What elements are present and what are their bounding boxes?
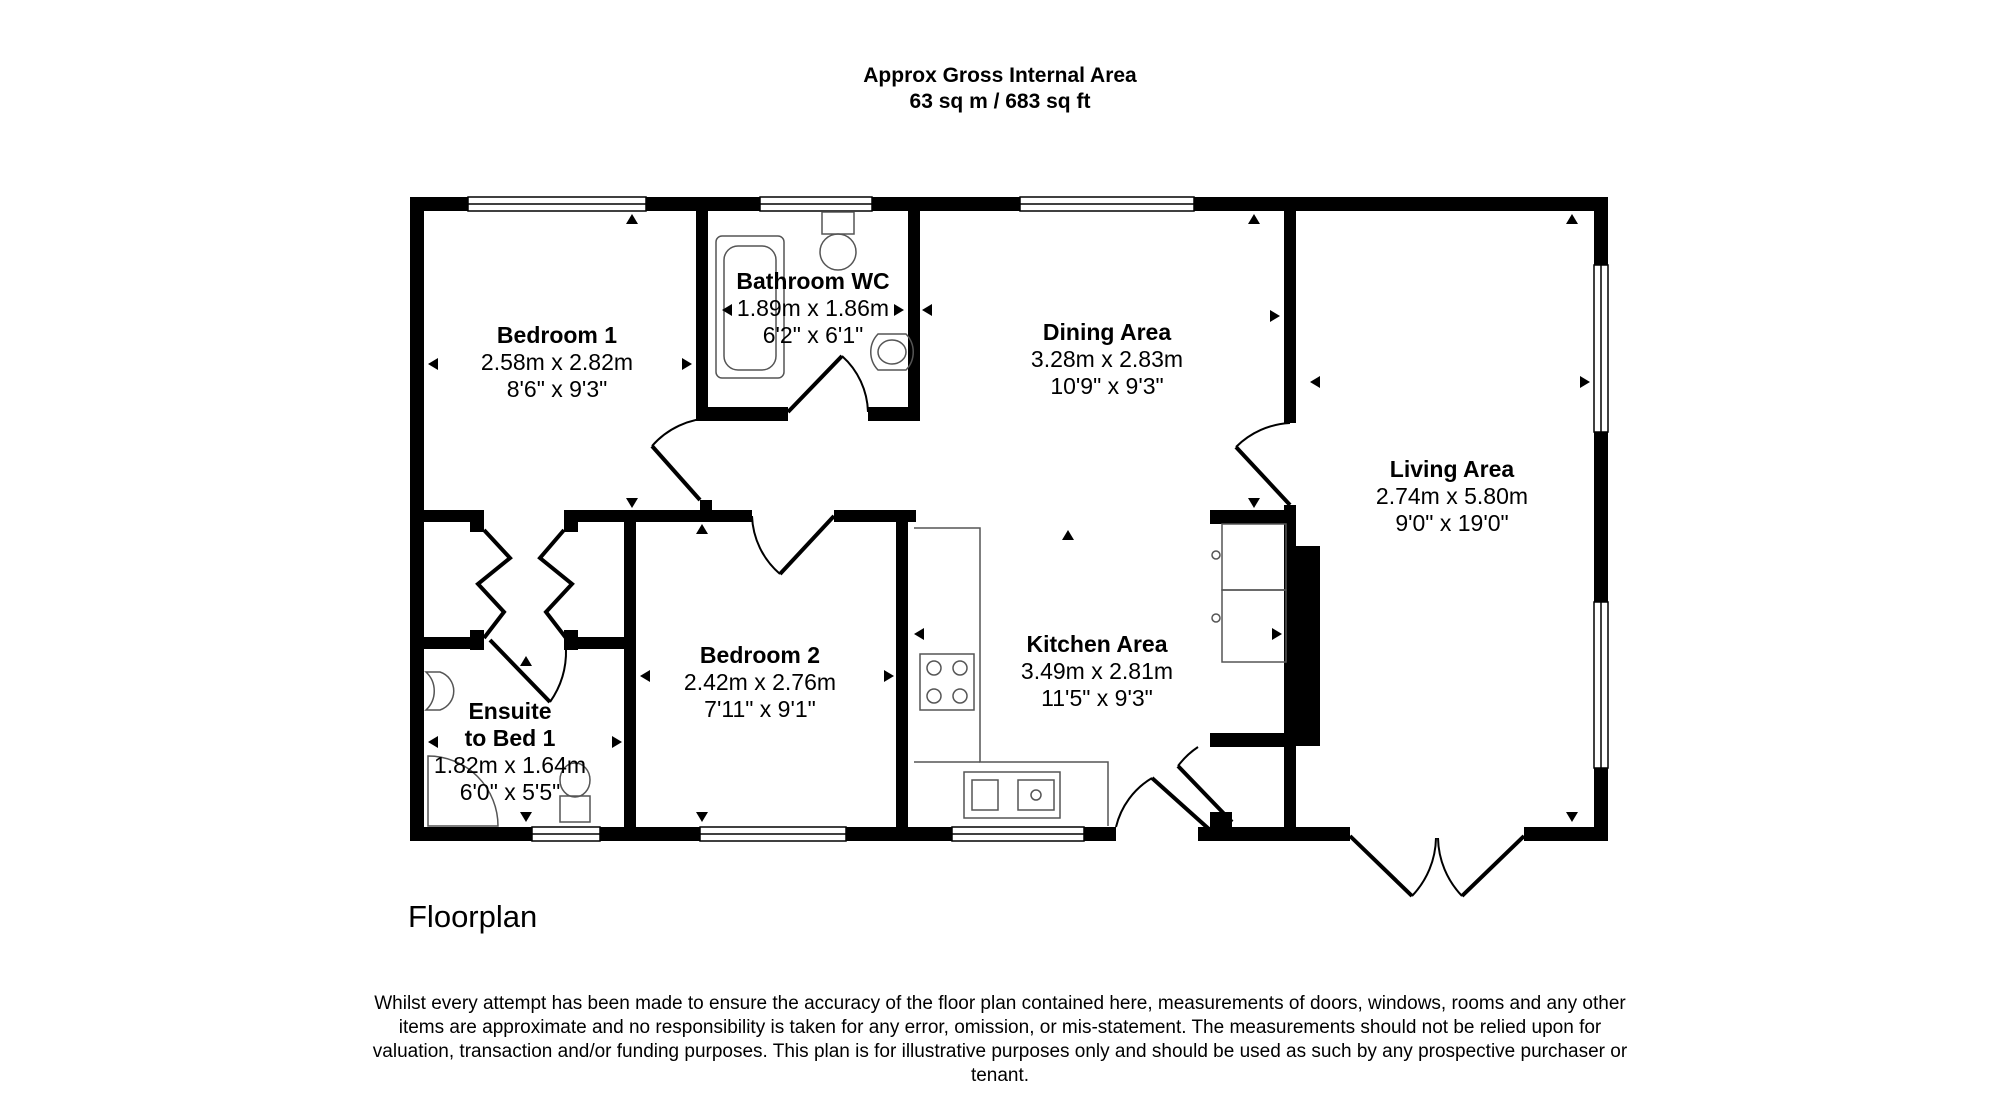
- gross-area-value: 63 sq m / 683 sq ft: [909, 90, 1091, 113]
- arrow-right-icon: [682, 358, 692, 370]
- arrow-down-icon: [1248, 498, 1260, 508]
- room-metric-bathroom-wc: 1.89m x 1.86m: [736, 295, 890, 321]
- ensuite-toilet-icon: [560, 796, 590, 822]
- room-imperial-bathroom-wc: 6'2" x 6'1": [762, 322, 864, 348]
- door-swing: [1178, 747, 1198, 766]
- room-imperial-living-area: 9'0" x 19'0": [1395, 510, 1509, 536]
- fireplace-breast: [1294, 546, 1320, 746]
- sink-drainer: [972, 780, 998, 810]
- arrow-down-icon: [520, 812, 532, 822]
- door-swing: [652, 418, 712, 446]
- hob-ring: [953, 661, 967, 675]
- wall-segment: [1594, 197, 1608, 265]
- wall-segment: [1524, 827, 1608, 841]
- arrow-left-icon: [640, 670, 650, 682]
- door-swing: [842, 356, 868, 412]
- room-metric-ensuite: 1.82m x 1.64m: [433, 752, 587, 778]
- wall-segment: [410, 637, 472, 649]
- wall-segment: [624, 510, 636, 840]
- wall-segment: [1194, 197, 1608, 211]
- french-door: [1350, 836, 1412, 896]
- arrow-right-icon: [612, 736, 622, 748]
- socket-icon: [1212, 551, 1220, 559]
- hob-icon: [920, 654, 974, 710]
- gross-area-title: Approx Gross Internal Area: [863, 64, 1137, 87]
- room-imperial-dining-area: 10'9" x 9'3": [1050, 373, 1164, 399]
- kitchen-door: [1152, 778, 1210, 830]
- socket-icon: [1212, 614, 1220, 622]
- basin-bowl: [878, 340, 906, 364]
- door-swing: [1236, 423, 1290, 447]
- arrow-up-icon: [1566, 214, 1578, 224]
- room-name-ensuite-line1: Ensuite: [468, 698, 552, 724]
- room-imperial-bedroom-1: 8'6" x 9'3": [506, 376, 608, 402]
- ensuite-basin-icon: [426, 672, 454, 710]
- arrow-left-icon: [428, 736, 438, 748]
- wall-segment: [1594, 432, 1608, 602]
- wall-segment: [1210, 733, 1296, 747]
- arrow-left-icon: [1310, 376, 1320, 388]
- room-imperial-kitchen-area: 11'5" x 9'3": [1041, 685, 1153, 711]
- arrow-left-icon: [428, 358, 438, 370]
- wardrobe-door: [540, 530, 572, 638]
- alcove-unit: [1222, 590, 1286, 662]
- wall-segment: [696, 197, 708, 421]
- door-swing: [752, 516, 780, 574]
- door-jamb: [470, 510, 484, 532]
- arrow-up-icon: [520, 656, 532, 666]
- arrow-left-icon: [922, 304, 932, 316]
- sink-icon: [964, 772, 1060, 818]
- room-metric-bedroom-2: 2.42m x 2.76m: [683, 669, 837, 695]
- arrow-right-icon: [894, 304, 904, 316]
- disclaimer-text: Whilst every attempt has been made to ensure the accuracy of the floor plan contained here, measurements of doors, windows, rooms and any other items are approximate and no responsibility is taken for any error, omission, or mis-statement. The measurements should not be relied upon for valuation, transaction and/or funding purposes. This plan is for illustrative purposes only and should be used as such by any prospective purchaser or tenant.: [372, 993, 1628, 1086]
- ensuite-door: [490, 640, 550, 702]
- room-metric-kitchen-area: 3.49m x 2.81m: [1020, 658, 1174, 684]
- arrow-up-icon: [1062, 530, 1074, 540]
- room-name-bedroom-2: Bedroom 2: [699, 642, 821, 668]
- wall-segment: [1210, 510, 1296, 524]
- arrow-right-icon: [1580, 376, 1590, 388]
- room-metric-living-area: 2.74m x 5.80m: [1375, 483, 1529, 509]
- door-jamb: [700, 500, 712, 512]
- arrow-down-icon: [1566, 812, 1578, 822]
- wall-segment: [410, 827, 532, 841]
- french-door: [1462, 836, 1524, 896]
- front-door: [1178, 766, 1232, 822]
- hob-ring: [953, 689, 967, 703]
- door-swing: [1412, 838, 1436, 896]
- wall-segment: [868, 407, 920, 421]
- sink-drain: [1031, 790, 1041, 800]
- room-name-bedroom-1: Bedroom 1: [496, 322, 618, 348]
- room-name-ensuite-line2: to Bed 1: [464, 725, 556, 751]
- door-jamb: [564, 630, 578, 650]
- door-jamb: [564, 510, 578, 532]
- bathroom-door: [788, 356, 842, 412]
- alcove-unit: [1222, 524, 1286, 590]
- arrow-up-icon: [626, 214, 638, 224]
- arrow-left-icon: [914, 628, 924, 640]
- room-imperial-ensuite: 6'0" x 5'5": [459, 779, 561, 805]
- wall-segment: [600, 827, 700, 841]
- room-name-bathroom-wc: Bathroom WC: [736, 268, 890, 294]
- room-metric-dining-area: 3.28m x 2.83m: [1030, 346, 1184, 372]
- wall-segment: [896, 510, 908, 840]
- arrow-up-icon: [696, 524, 708, 534]
- wall-segment: [564, 510, 752, 522]
- room-imperial-bedroom-2: 7'11" x 9'1": [704, 696, 816, 722]
- plan-caption: Floorplan: [408, 899, 538, 934]
- door-jamb: [470, 630, 484, 650]
- door-swing: [550, 649, 566, 702]
- arrow-right-icon: [884, 670, 894, 682]
- wardrobe-door: [478, 530, 510, 638]
- arrow-down-icon: [626, 498, 638, 508]
- door-jamb: [1210, 812, 1232, 832]
- room-name-kitchen-area: Kitchen Area: [1026, 631, 1168, 657]
- bedroom-1-door: [652, 446, 700, 500]
- living-door: [1236, 447, 1290, 505]
- toilet-icon: [822, 212, 854, 234]
- arrow-right-icon: [1272, 628, 1282, 640]
- door-swing: [1116, 778, 1152, 827]
- room-metric-bedroom-1: 2.58m x 2.82m: [480, 349, 634, 375]
- arrow-up-icon: [1248, 214, 1260, 224]
- hob-ring: [927, 689, 941, 703]
- arrow-down-icon: [696, 812, 708, 822]
- sink-bowl: [1018, 780, 1054, 810]
- arrow-right-icon: [1270, 310, 1280, 322]
- bedroom-2-door: [780, 516, 834, 574]
- wall-segment: [872, 197, 1020, 211]
- toilet-bowl: [820, 234, 856, 270]
- room-name-living-area: Living Area: [1389, 456, 1515, 482]
- wall-segment: [1084, 827, 1116, 841]
- wall-segment: [1284, 197, 1296, 423]
- door-swing: [1438, 838, 1462, 896]
- hob-ring: [927, 661, 941, 675]
- room-labels: [434, 268, 1528, 805]
- room-name-dining-area: Dining Area: [1042, 319, 1172, 345]
- wall-segment: [908, 197, 920, 421]
